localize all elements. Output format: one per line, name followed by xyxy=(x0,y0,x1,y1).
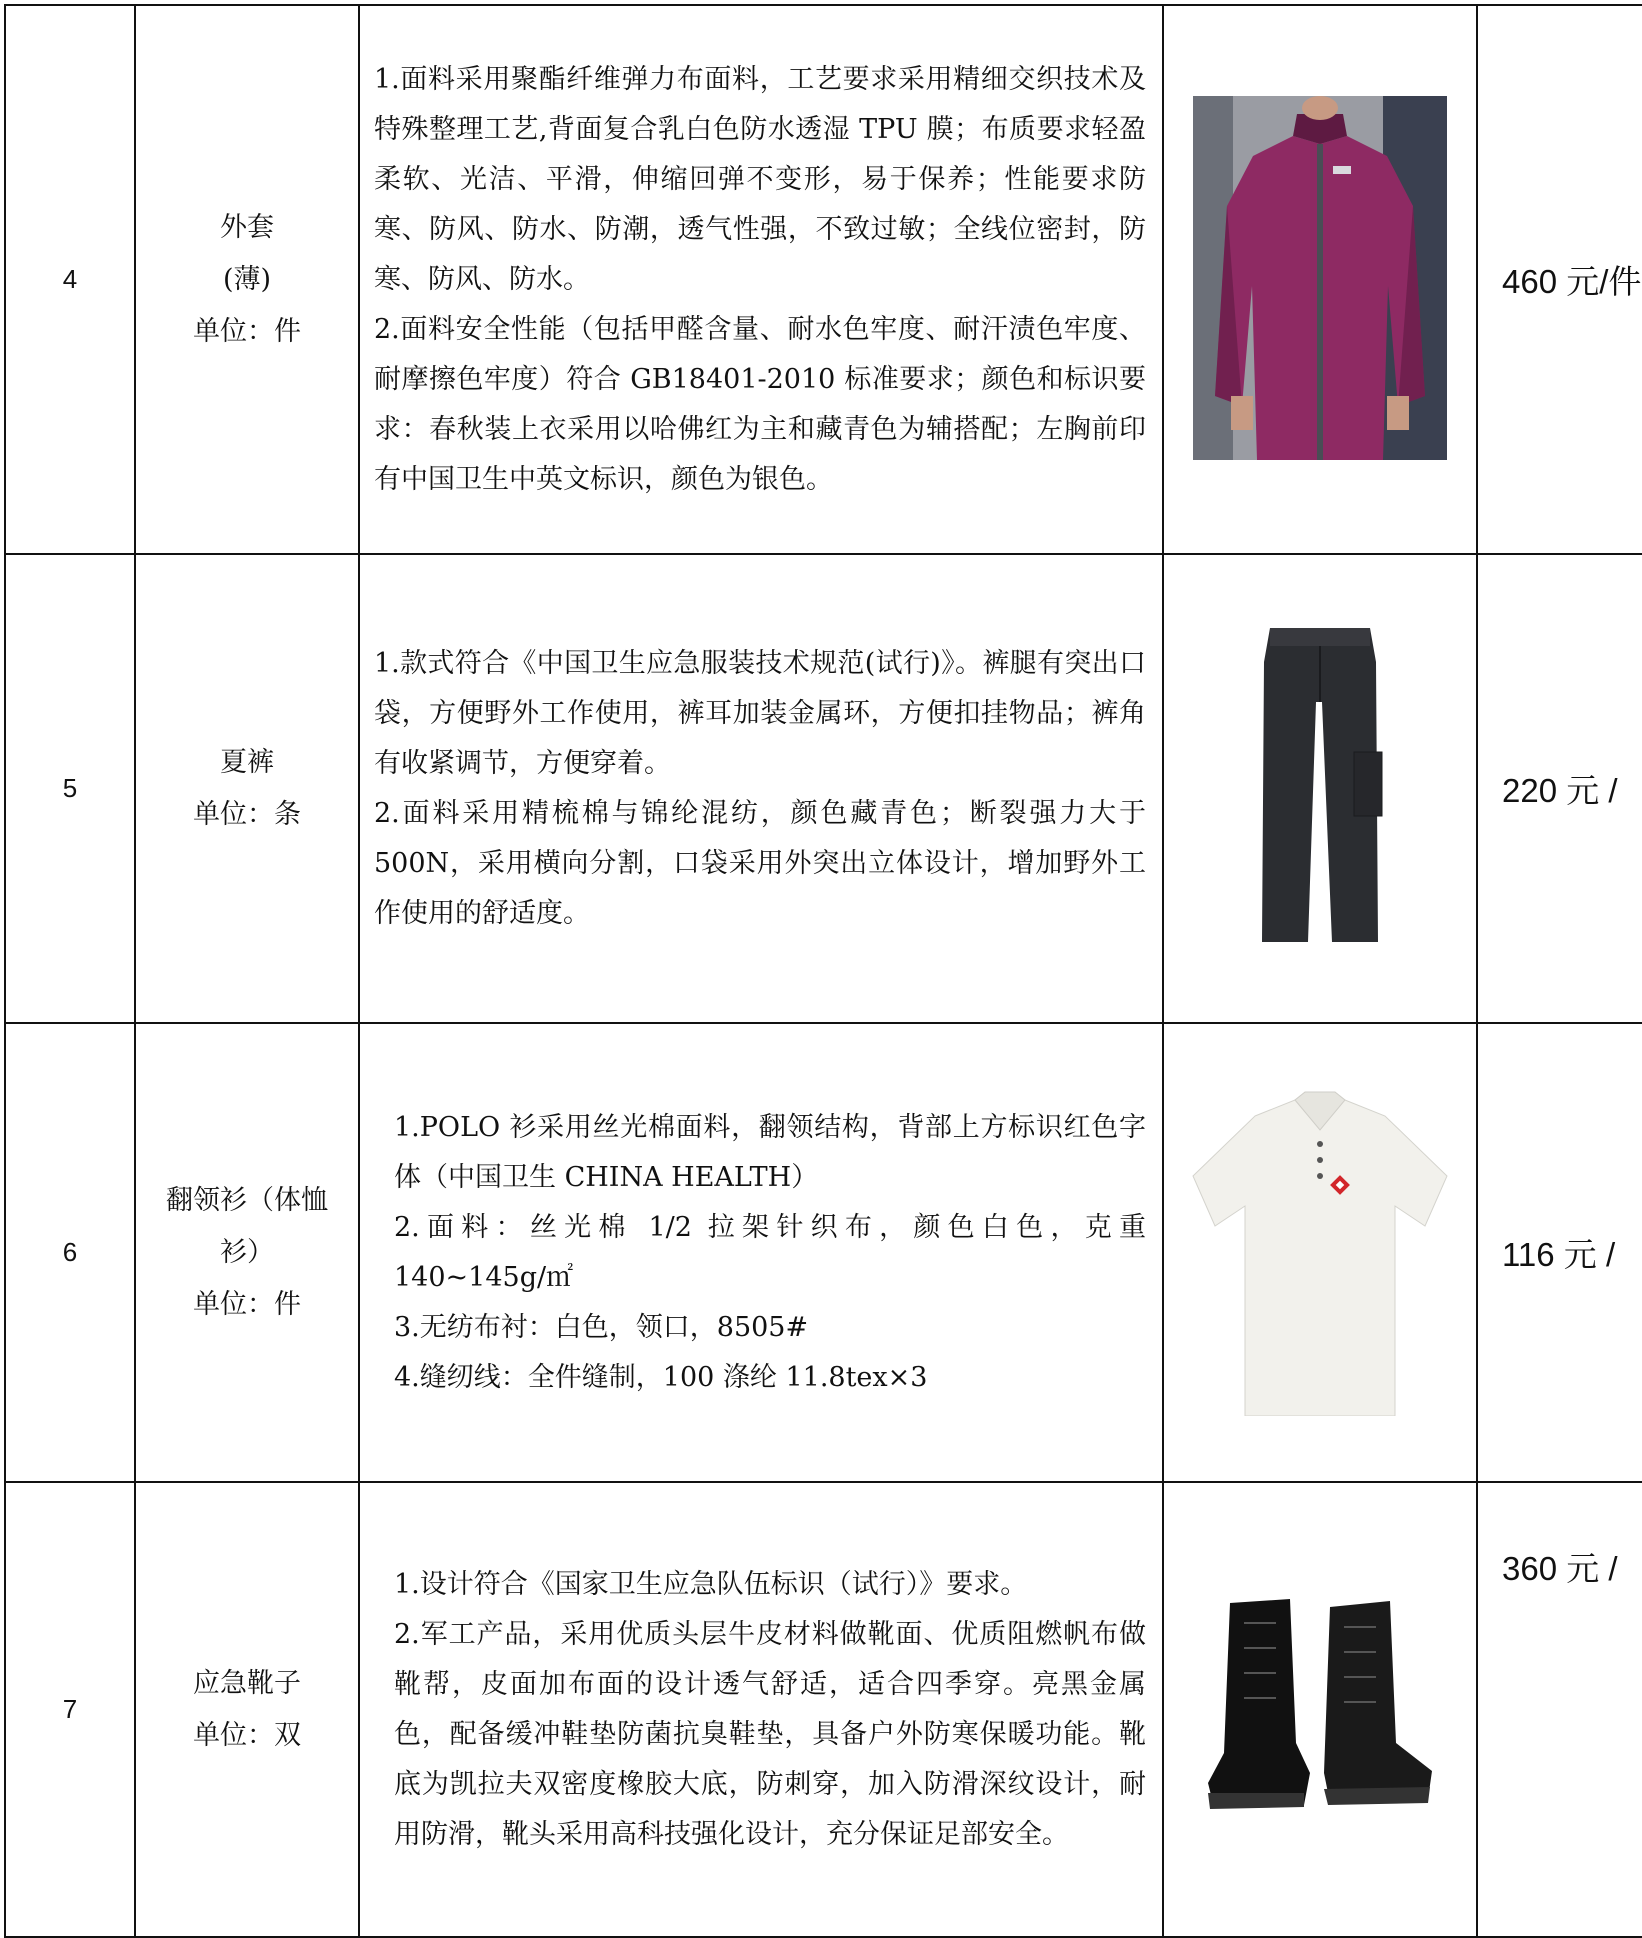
item-name xyxy=(135,554,359,1023)
table-row xyxy=(5,1482,1642,1937)
item-number: 6 xyxy=(5,1023,135,1482)
description-paragraph: 1.面料采用聚酯纤维弹力布面料，工艺要求采用精细交织技术及特殊整理工艺,背面复合乳白色防水透湿 TPU 膜；布质要求轻盈柔软、光洁、平滑，伸缩回弹不变形，易于保养；性能要求防寒、防风、防水、防潮，透气性强，不致过敏；全线位密封，防寒、防风、防水。 xyxy=(374,63,1146,295)
item-price: 116 元 / xyxy=(1477,1023,1642,1482)
description-paragraph: 2.面料安全性能（包括甲醛含量、耐水色牢度、耐汗渍色牢度、耐摩擦色牢度）符合 GB18401-2010 标准要求；颜色和标识要求：春秋装上衣采用以哈佛红为主和藏青色为辅搭配；左胸前印有中国卫生中英文标识，颜色为银色。 xyxy=(374,313,1146,495)
item-unit: 单位：件 xyxy=(193,315,301,347)
item-name-line: 翻领衫（体恤 xyxy=(166,1184,328,1216)
table-row xyxy=(5,1023,1642,1482)
polo-shirt-photo xyxy=(1185,1086,1455,1420)
jacket-photo xyxy=(1193,96,1447,464)
price-text: 360 元 / xyxy=(1502,1550,1618,1587)
item-number: 7 xyxy=(5,1482,135,1937)
description-paragraph: 1.设计符合《国家卫生应急队伍标识（试行）》要求。 xyxy=(394,1568,1028,1600)
item-number: 4 xyxy=(5,5,135,554)
item-name xyxy=(135,1023,359,1482)
item-description xyxy=(359,5,1163,554)
item-image-cell xyxy=(1163,554,1477,1023)
item-unit: 单位：件 xyxy=(193,1288,301,1320)
item-description xyxy=(359,1023,1163,1482)
description-paragraph: 3.无纺布衬：白色，领口，8505# xyxy=(394,1311,809,1343)
item-image-cell xyxy=(1163,5,1477,554)
item-name-line: 外套 xyxy=(220,211,274,243)
description-paragraph: 1.款式符合《中国卫生应急服装技术规范(试行)》。裤腿有突出口袋，方便野外工作使用，裤耳加装金属环，方便扣挂物品；裤角有收紧调节，方便穿着。 xyxy=(374,647,1146,779)
item-unit: 单位：条 xyxy=(193,798,301,830)
item-name-line: (薄) xyxy=(222,263,272,295)
price-wrap xyxy=(1502,1543,1642,1590)
item-unit: 单位：双 xyxy=(193,1719,301,1751)
item-image-cell xyxy=(1163,1482,1477,1937)
item-price: 220 元 / xyxy=(1477,554,1642,1023)
item-name xyxy=(135,5,359,554)
item-price xyxy=(1477,1482,1642,1937)
description-paragraph: 2.军工产品，采用优质头层牛皮材料做靴面、优质阻燃帆布做靴帮，皮面加布面的设计透气舒适，适合四季穿。亮黑金属色，配备缓冲鞋垫防菌抗臭鞋垫，具备户外防寒保暖功能。靴底为凯拉夫双密度橡胶大底，防刺穿，加入防滑深纹设计，耐用防滑，靴头采用高科技强化设计，充分保证足部安全。 xyxy=(394,1618,1146,1850)
description-paragraph: 1.POLO 衫采用丝光棉面料，翻领结构，背部上方标识红色字体（中国卫生 CHINA HEALTH） xyxy=(394,1111,1146,1193)
item-number: 5 xyxy=(5,554,135,1023)
item-name xyxy=(135,1482,359,1937)
item-image-cell xyxy=(1163,1023,1477,1482)
item-name-line: 应急靴子 xyxy=(193,1667,301,1699)
table-row xyxy=(5,554,1642,1023)
trousers-photo xyxy=(1250,622,1390,956)
item-name-line: 衫） xyxy=(220,1236,274,1268)
product-spec-table xyxy=(4,4,1642,1938)
description-paragraph: 2.面料采用精梳棉与锦纶混纺，颜色藏青色；断裂强力大于 500N，采用横向分割，口袋采用外突出立体设计，增加野外工作使用的舒适度。 xyxy=(374,797,1146,929)
item-description xyxy=(359,554,1163,1023)
table-row xyxy=(5,5,1642,554)
item-name-line: 夏裤 xyxy=(220,746,274,778)
item-price: 460 元/件 xyxy=(1477,5,1642,554)
description-paragraph: 4.缝纫线：全件缝制，100 涤纶 11.8tex×3 xyxy=(394,1361,928,1393)
boots-photo xyxy=(1200,1593,1440,1827)
description-paragraph: 2.面料：丝光棉 1/2 拉架针织布，颜色白色，克重 140~145g/㎡ xyxy=(394,1211,1146,1293)
item-description xyxy=(359,1482,1163,1937)
